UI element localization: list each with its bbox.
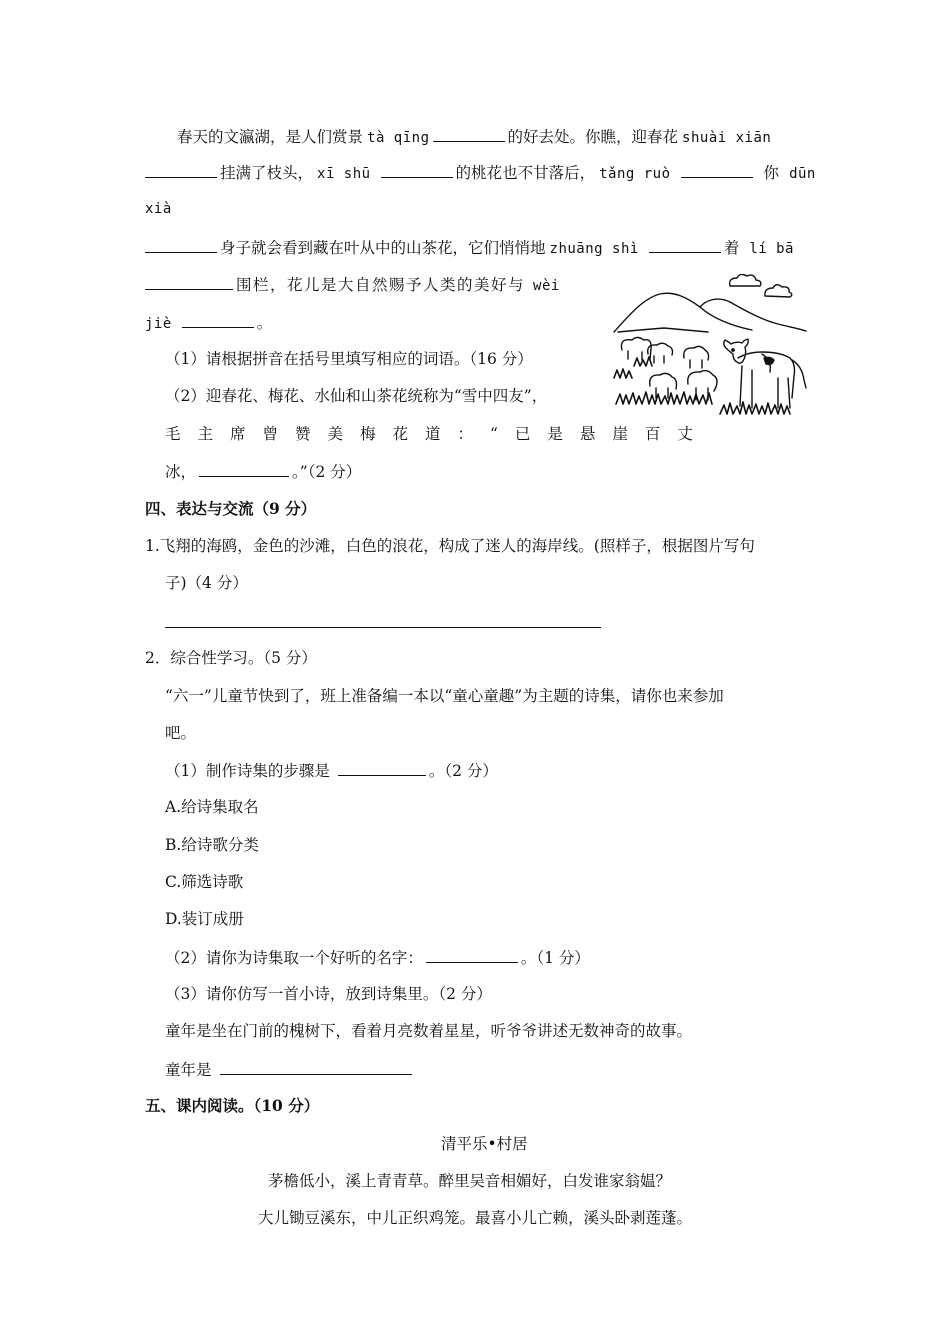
answer-blank[interactable]: [145, 237, 217, 253]
passage-line-4: 身子就会看到藏在叶从中的山茶花，它们悄悄地 zhuāng shì 着 lí bā: [145, 237, 794, 259]
mountain-ridge: [618, 328, 708, 332]
answer-blank[interactable]: [145, 274, 233, 290]
q3-sub2-b: 毛主席曾赞美梅花道：“已是悬崖百丈: [165, 425, 710, 443]
pinyin-jie: jiè: [145, 316, 172, 332]
mountain: [614, 293, 806, 332]
answer-blank[interactable]: [433, 126, 505, 142]
s4-q2-intro-a: “六一”儿童节快到了，班上准备编一本以“童心童趣”为主题的诗集，请你也来参加: [165, 687, 724, 705]
poem-line-1: 茅檐低小，溪上青青草。醉里吴音相媚好，白发谁家翁媪？: [268, 1172, 672, 1190]
section-4-title: 四、表达与交流（9 分）: [145, 499, 317, 518]
option-a: A.给诗集取名: [165, 798, 259, 816]
pinyin-shuaixian: shuài xiān: [682, 130, 772, 146]
q3-sub2-c: 冰， 。”（2 分）: [165, 463, 362, 481]
s4-q2-sub2: （2）请你为诗集取一个好听的名字： 。（1 分）: [165, 949, 590, 967]
s4-q2-intro-b: 吧。: [165, 724, 197, 742]
answer-blank[interactable]: [182, 312, 254, 328]
cow-eye: [732, 349, 734, 351]
answer-blank[interactable]: [338, 760, 426, 776]
poem-title: 清平乐•村居: [441, 1135, 528, 1153]
cloud: [765, 285, 792, 297]
pinyin-xia: xià: [145, 201, 172, 217]
option-b: B.给诗歌分类: [165, 836, 259, 854]
s4-q2-sub1: （1）制作诗集的步骤是 。（2 分）: [165, 762, 498, 780]
s4-q2-title: 2．综合性学习。（5 分）: [145, 649, 317, 667]
pinyin-liba: lí bā: [749, 241, 794, 257]
grass: [614, 357, 652, 378]
pinyin-taqing: tà qīng: [367, 130, 430, 146]
pinyin-tangruo: tǎng ruò: [599, 166, 671, 182]
answer-blank[interactable]: [220, 1059, 412, 1075]
passage-line-1: 春天的文瀛湖，是人们赏景 tà qīng 的好去处。你瞧，迎春花 shuài xiān: [177, 128, 772, 146]
cow: [724, 339, 748, 363]
passage-line-5: 围栏，花儿是大自然赐予人类的美好与 wèi: [145, 274, 560, 296]
pinyin-xishu: xī shū: [317, 166, 371, 182]
s4-q1-line-b: 子)（4 分）: [165, 574, 248, 592]
answer-blank[interactable]: [681, 162, 753, 178]
sheep: [621, 338, 651, 361]
answer-blank[interactable]: [199, 461, 289, 477]
sheep: [650, 373, 677, 398]
example-sentence: 童年是坐在门前的槐树下，看着月亮数着星星，听爷爷讲述无数神奇的故事。: [165, 1022, 693, 1040]
option-d: D.装订成册: [165, 910, 244, 928]
cow-spot: [764, 357, 774, 364]
answer-blank[interactable]: [145, 162, 217, 178]
answer-blank[interactable]: [649, 237, 721, 253]
tongnian-line: 童年是: [165, 1059, 415, 1080]
answer-line[interactable]: [165, 627, 601, 628]
q3-sub2-a: （2）迎春花、梅花、水仙和山茶花统称为“雪中四友”，: [165, 387, 548, 405]
answer-blank[interactable]: [381, 162, 453, 178]
passage-line-2: 挂满了枝头， xī shū 的桃花也不甘落后， tǎng ruò 你 dūn: [145, 162, 816, 184]
grass: [616, 392, 712, 404]
option-c: C.筛选诗歌: [165, 873, 244, 891]
q3-sub1: （1）请根据拼音在括号里填写相应的词语。（16 分）: [165, 350, 533, 368]
s4-q1-line-a: 1.飞翔的海鸥，金色的沙滩，白色的浪花，构成了迷人的海岸线。(照样子，根据图片写句: [145, 537, 755, 555]
section-5-title: 五、课内阅读。（10 分）: [145, 1096, 320, 1115]
grass: [720, 402, 790, 414]
landscape-illustration: [612, 274, 808, 434]
poem-line-2: 大儿锄豆溪东，中儿正织鸡笼。最喜小儿亡赖，溪头卧剥莲蓬。: [258, 1209, 693, 1227]
cloud: [730, 274, 761, 286]
pinyin-zhuangshi: zhuāng shì: [549, 241, 639, 257]
s4-q2-sub3: （3）请你仿写一首小诗，放到诗集里。（2 分）: [165, 985, 492, 1003]
pinyin-wei: wèi: [533, 278, 560, 294]
sheep: [684, 346, 709, 368]
pinyin-dun: dūn: [789, 166, 816, 182]
passage-line-6: jiè 。: [145, 314, 273, 332]
cow-legs: [740, 366, 790, 408]
answer-blank[interactable]: [426, 947, 518, 963]
